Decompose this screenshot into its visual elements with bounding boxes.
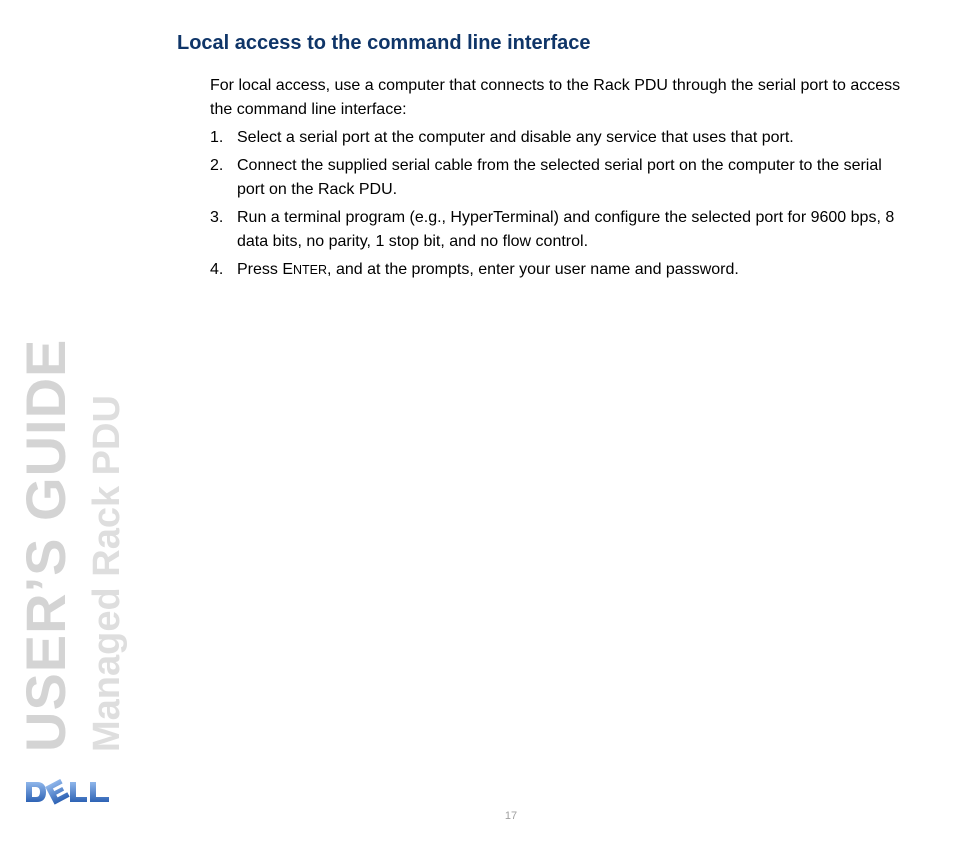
enter-key-rest: NTER: [293, 263, 328, 277]
sidebar-title: USER’S GUIDE: [14, 338, 77, 752]
step-text-before: Press: [237, 261, 283, 278]
sidebar-subtitle: Managed Rack PDU: [86, 395, 128, 752]
enter-key-first: E: [282, 261, 294, 278]
step-number: 2.: [210, 157, 224, 174]
intro-paragraph: For local access, use a computer that connects to the Rack PDU through the serial port to access the command line interface:: [210, 77, 901, 118]
step-number: 3.: [210, 209, 224, 226]
step-text: Connect the supplied serial cable from the selected serial port on the computer to the serial port on the Rack PDU.: [237, 157, 882, 198]
steps-list: [210, 126, 910, 282]
step-number: 1.: [210, 129, 224, 146]
list-item: [210, 126, 910, 150]
step-text-after: , and at the prompts, enter your user name and password.: [327, 261, 739, 278]
list-item: [210, 258, 910, 282]
step-text: Select a serial port at the computer and disable any service that uses that port.: [237, 129, 794, 146]
step-number: 4.: [210, 261, 224, 278]
section-heading: Local access to the command line interface: [177, 32, 591, 54]
list-item: [210, 154, 910, 202]
section-content: [210, 74, 910, 286]
page-number: 17: [504, 810, 518, 822]
list-item: [210, 206, 910, 254]
step-text: Run a terminal program (e.g., HyperTerminal) and configure the selected port for 9600 bps, 8 data bits, no parity, 1 stop bit, and no flow control.: [237, 209, 895, 250]
dell-logo: [24, 779, 112, 805]
